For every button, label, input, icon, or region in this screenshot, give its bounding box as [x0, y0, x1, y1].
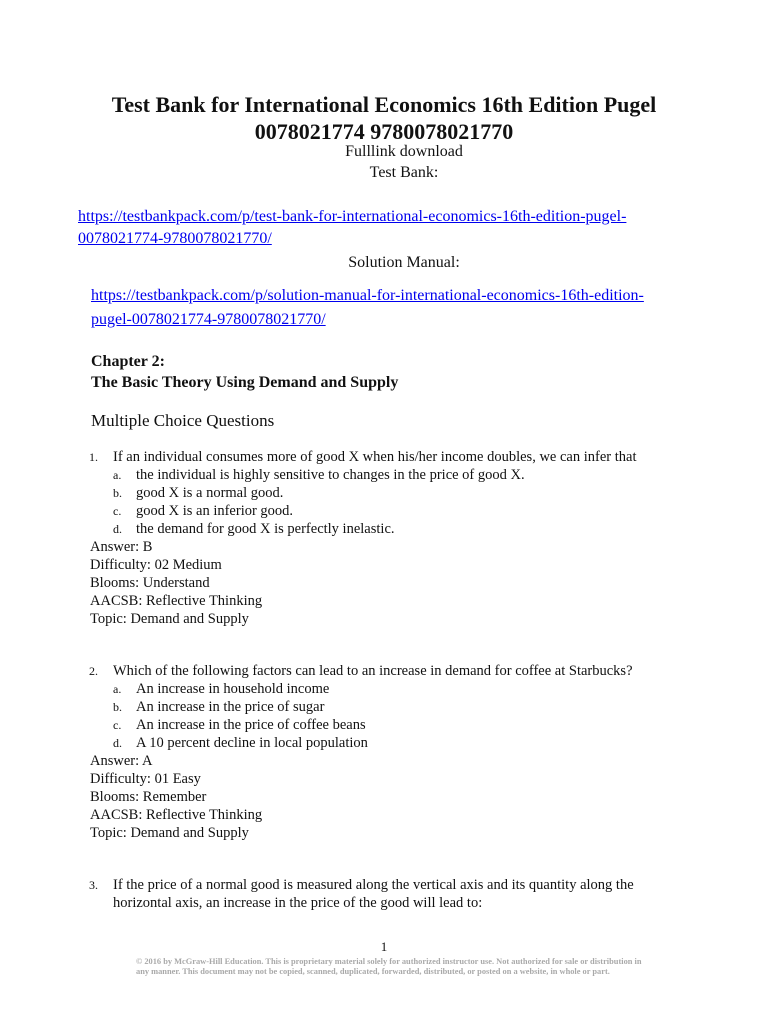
option-letter: a. [113, 468, 122, 482]
fulllink-label: Fulllink download [345, 143, 463, 160]
copyright-line2: any manner. This document may not be copied, scanned, duplicated, forwarded, distributed, or posted on a website, in whole or part. [136, 967, 610, 976]
aacsb-line: AACSB: Reflective Thinking [90, 593, 263, 609]
option-letter: c. [113, 504, 122, 518]
topic-line: Topic: Demand and Supply [90, 825, 249, 841]
blooms-line: Blooms: Remember [90, 789, 207, 805]
option-letter: d. [113, 736, 122, 750]
option-letter: a. [113, 682, 122, 696]
option-text: good X is an inferior good. [136, 503, 294, 519]
option-text: An increase in household income [136, 681, 330, 697]
option-letter: b. [113, 700, 122, 714]
option-letter: d. [113, 522, 122, 536]
document-title-line2: 0078021774 9780078021770 [254, 119, 514, 144]
test-bank-link-line1[interactable]: https://testbankpack.com/p/test-bank-for-international-economics-16th-edition-pugel- [78, 208, 627, 225]
option-text: the individual is highly sensitive to changes in the price of good X. [136, 467, 525, 483]
option-letter: b. [113, 486, 122, 500]
option-letter: c. [113, 718, 122, 732]
topic-line: Topic: Demand and Supply [90, 611, 249, 627]
option-text: An increase in the price of sugar [136, 699, 325, 715]
question-number: 3. [89, 878, 98, 892]
difficulty-line: Difficulty: 02 Medium [90, 557, 222, 573]
question-number: 1. [89, 450, 98, 464]
chapter-label: Chapter 2: [91, 353, 165, 370]
question-number: 2. [89, 664, 98, 678]
test-bank-link-line2[interactable]: 0078021774-9780078021770/ [78, 230, 272, 247]
option-text: good X is a normal good. [136, 485, 284, 501]
question-text: Which of the following factors can lead to an increase in demand for coffee at Starbucks? [113, 663, 633, 679]
option-text: A 10 percent decline in local population [136, 735, 368, 751]
test-bank-label: Test Bank: [369, 164, 439, 181]
section-title: Multiple Choice Questions [91, 411, 275, 430]
solution-manual-link-line2[interactable]: pugel-0078021774-9780078021770/ [91, 311, 326, 328]
page-number: 1 [380, 939, 388, 954]
solution-manual-label: Solution Manual: [348, 254, 460, 271]
option-text: An increase in the price of coffee beans [136, 717, 366, 733]
question-text-line1: If the price of a normal good is measured along the vertical axis and its quantity along the [113, 877, 634, 893]
copyright-line1: © 2016 by McGraw-Hill Education. This is proprietary material solely for authorized instructor use. Not authorized for sale or distribution in [136, 957, 642, 966]
answer-line: Answer: B [90, 539, 153, 555]
answer-line: Answer: A [90, 753, 153, 769]
option-text: the demand for good X is perfectly inelastic. [136, 521, 395, 537]
solution-manual-link-line1[interactable]: https://testbankpack.com/p/solution-manual-for-international-economics-16th-edition- [91, 287, 644, 304]
question-text: If an individual consumes more of good X when his/her income doubles, we can infer that [113, 449, 637, 465]
aacsb-line: AACSB: Reflective Thinking [90, 807, 263, 823]
test-bank-link[interactable] [78, 206, 626, 249]
document-title-line1: Test Bank for International Economics 16th Edition Pugel [111, 92, 657, 117]
blooms-line: Blooms: Understand [90, 575, 210, 591]
chapter-title: The Basic Theory Using Demand and Supply [91, 374, 399, 391]
solution-manual-link[interactable] [91, 285, 644, 330]
difficulty-line: Difficulty: 01 Easy [90, 771, 201, 787]
question-text-line2: horizontal axis, an increase in the price of the good will lead to: [113, 895, 483, 911]
